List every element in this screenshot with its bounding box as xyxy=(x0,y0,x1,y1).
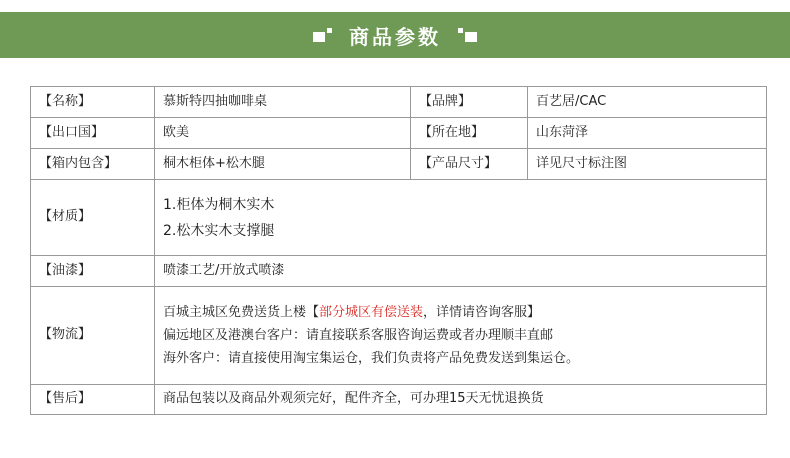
decorative-squares-left-icon xyxy=(313,28,335,42)
export-country-label: 【出口国】 xyxy=(31,118,155,149)
box-contents-label: 【箱内包含】 xyxy=(31,149,155,180)
table-row xyxy=(31,180,767,256)
logistics-text: 百城主城区免费送货上楼【 xyxy=(163,305,320,320)
product-size-label: 【产品尺寸】 xyxy=(411,149,528,180)
logistics-line: 海外客户：请直接使用淘宝集运仓，我们负责将产品免费发送到集运仓。 xyxy=(163,351,580,366)
table-row xyxy=(31,385,767,415)
paid-delivery-highlight: 部分城区有偿送装 xyxy=(319,305,424,320)
after-sales-label: 【售后】 xyxy=(31,385,155,415)
product-size-value: 详见尺寸标注图 xyxy=(528,149,767,180)
name-value: 慕斯特四抽咖啡桌 xyxy=(155,87,411,118)
material-label: 【材质】 xyxy=(31,180,155,256)
section-title: 商品参数 xyxy=(349,24,441,49)
location-label: 【所在地】 xyxy=(411,118,528,149)
material-value xyxy=(155,180,767,256)
section-header-banner xyxy=(0,12,790,58)
logistics-line xyxy=(163,301,758,324)
logistics-value xyxy=(155,287,767,385)
brand-value: 百艺居/CAC xyxy=(528,87,767,118)
material-line: 2.松木实木支撑腿 xyxy=(163,222,275,239)
paint-value: 喷漆工艺/开放式喷漆 xyxy=(155,256,767,287)
table-row xyxy=(31,87,767,118)
logistics-text: ，详情请咨询客服】 xyxy=(423,305,541,320)
location-value: 山东菏泽 xyxy=(528,118,767,149)
logistics-label: 【物流】 xyxy=(31,287,155,385)
name-label: 【名称】 xyxy=(31,87,155,118)
paint-label: 【油漆】 xyxy=(31,256,155,287)
decorative-squares-right-icon xyxy=(455,28,477,42)
product-parameters-table xyxy=(30,86,767,415)
export-country-value: 欧美 xyxy=(155,118,411,149)
table-row xyxy=(31,256,767,287)
table-row xyxy=(31,149,767,180)
after-sales-value: 商品包装以及商品外观须完好，配件齐全，可办理15天无忧退换货 xyxy=(155,385,767,415)
logistics-line: 偏远地区及港澳台客户：请直接联系客服咨询运费或者办理顺丰直邮 xyxy=(163,328,554,343)
box-contents-value: 桐木柜体+松木腿 xyxy=(155,149,411,180)
material-line: 1.柜体为桐木实木 xyxy=(163,196,275,213)
brand-label: 【品牌】 xyxy=(411,87,528,118)
table-row xyxy=(31,118,767,149)
table-row xyxy=(31,287,767,385)
